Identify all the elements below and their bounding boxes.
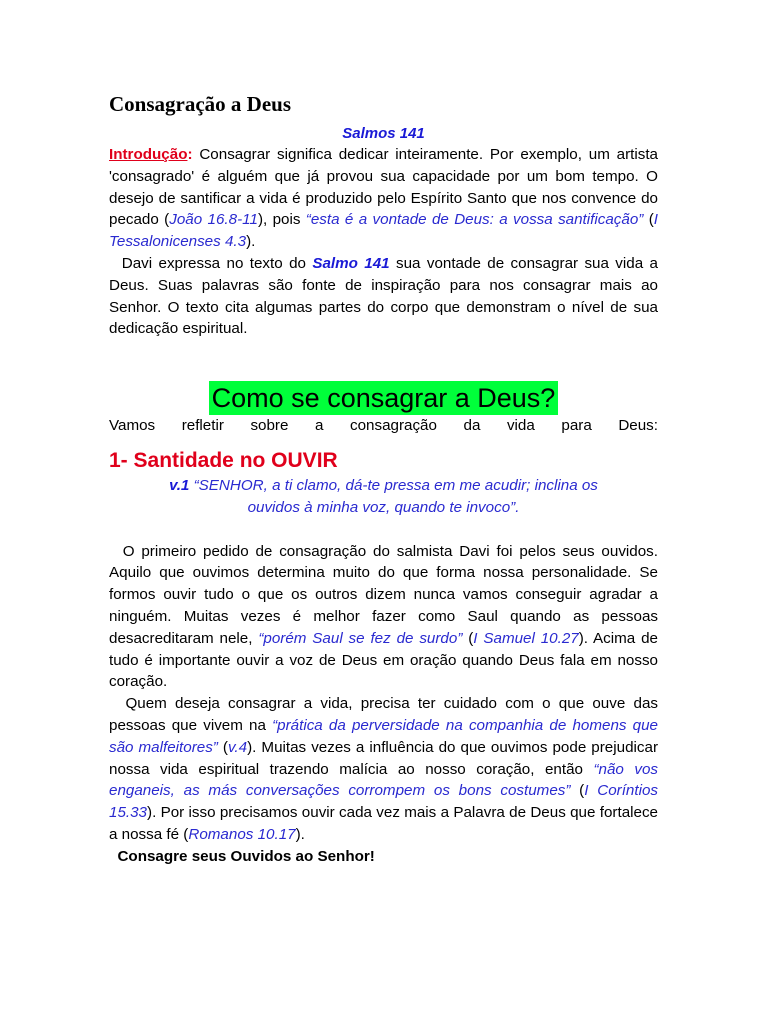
verse-line-1 [109,475,658,497]
ouvidos-paragraph [109,541,658,694]
cuidado-text-2: ( [217,738,228,756]
quote-santificacao: “esta é a vontade de Deus: a vossa santificação” [305,211,644,229]
closing-line: Consagre seus Ouvidos ao Senhor! [117,847,375,865]
quote-saul: “porém Saul se fez de surdo” [258,629,463,647]
verse-text-1: “SENHOR, a ti clamo, dá-te pressa em me acudir; inclina os [189,476,598,494]
intro-text-1: Consagrar significa dedicar inteiramente. Por exemplo, um artista 'consagrado' é alguém que já provou sua capacidade por um bom tempo. O desejo de santificar a vida é produzido pelo Espírito Santo que nos convence do pecado ( [109,146,658,229]
page-title: Consagração a Deus [109,92,291,116]
cuidado-text-1: Quem deseja consagrar a vida, precisa ter cuidado com o que ouve das pessoas que vivem na [109,695,658,734]
quote-perversidade: “prática da perversidade na companhia de homens que são malfeitores” [109,716,658,756]
reference-joao: João 16.8-11 [169,211,258,229]
reference-corintios: I Coríntios 15.33 [109,782,658,822]
document-content [109,90,658,868]
highlight-heading-wrap [109,381,658,415]
intro-paragraph [109,144,658,253]
cuidado-text-4: ( [570,782,585,800]
intro-label: Introdução [109,146,188,163]
spacer [109,519,658,541]
intro-colon: : [187,146,193,163]
intro-text-2: ), pois [257,211,306,229]
highlight-heading: Como se consagrar a Deus? [209,381,559,415]
davi-text-1: Davi expressa no texto do [121,254,313,272]
psalm-subtitle: Salmos 141 [342,125,425,142]
verse-line-2: ouvidos à minha voz, quando te invoco”. [247,498,520,516]
reflect-line: Vamos refletir sobre a consagração da vida para Deus: [109,417,658,435]
ouvidos-text-1: O primeiro pedido de consagração do salmista Davi foi pelos seus ouvidos. Aquilo que ouvimos determina muito do que forma nossa personalidade. Se formos ouvir tudo o que os outros dizem nunca vamos conseguir agradar a ninguém. Muitas vezes é melhor fazer como Saul quando as pessoas desacreditaram nele, [109,542,658,647]
intro-text-3: ( [643,211,654,229]
cuidado-text-6: ). [295,825,305,843]
quote-conversacoes: “não vos enganeis, as más conversações corrompem os bons costumes” [109,760,658,800]
reference-romanos: Romanos 10.17 [188,825,296,843]
cuidado-paragraph [109,693,658,846]
verse-number: v.1 [169,476,190,494]
intro-text-4: ). [246,233,256,251]
davi-text-2: sua vontade de consagrar sua vida a Deus. Suas palavras são fonte de inspiração para nos consagrar mais ao Senhor. O texto cita algumas partes do corpo que demonstram o nível de sua dedicação espiritual. [109,254,658,338]
section-heading-ouvir: 1- Santidade no OUVIR [109,448,338,472]
reference-tessalonicenses: I Tessalonicenses 4.3 [109,211,658,251]
cuidado-text-3: ). Muitas vezes a influência do que ouvimos pode prejudicar nossa vida espiritual trazendo malícia ao nosso coração, então [109,738,658,778]
salmo-reference: Salmo 141 [312,254,390,272]
reference-samuel: I Samuel 10.27 [473,629,579,647]
ouvidos-text-2: ( [462,629,474,647]
reference-v4: v.4 [227,738,248,756]
cuidado-text-5: ). Por isso precisamos ouvir cada vez mais a Palavra de Deus que fortalece a nossa fé ( [109,804,658,843]
ouvidos-text-3: ). Acima de tudo é importante ouvir a voz de Deus em oração quando Deus fala em nosso coração. [109,629,658,691]
davi-paragraph [109,253,658,340]
verse-block [109,475,658,519]
